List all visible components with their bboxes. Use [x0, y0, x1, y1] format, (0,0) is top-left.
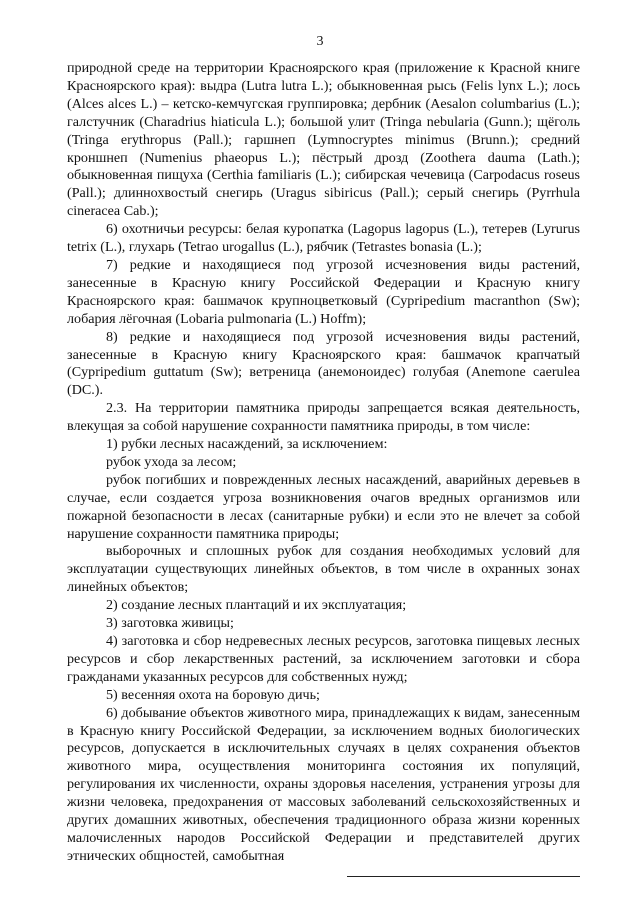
- paragraph: 2.3. На территории памятника природы запрещается всякая деятельность, влекущая за собой нарушение сохранности памятника природы, в том числе:: [67, 400, 580, 435]
- document-body: [67, 60, 580, 866]
- paragraph: 8) редкие и находящиеся под угрозой исчезновения виды растений, занесенные в Красную книгу Красноярского края: башмачок крапчатый (Cypripedium guttatum (Sw); ветреница (анемоноидес) голубая (Anemone caerulea (DC.).: [67, 328, 580, 399]
- paragraph: 3) заготовка живицы;: [106, 615, 234, 632]
- paragraph: 7) редкие и находящиеся под угрозой исчезновения виды растений, занесенные в Красную книгу Российской Федерации и Красную книгу Красноярского края: башмачок крупноцветковый (Cypripedium macranthon (Sw); лобария лёгочная (Lobaria pulmonaria (L.) Hoffm);: [67, 256, 580, 327]
- paragraph: 4) заготовка и сбор недревесных лесных ресурсов, заготовка пищевых лесных ресурсов и сбор лекарственных растений, за исключением заготовки и сбора гражданами указанных ресурсов для собственных нужд;: [67, 633, 580, 685]
- paragraph: рубок погибших и поврежденных лесных насаждений, аварийных деревьев в случае, если создается угроза возникновения очагов вредных организмов или пожарной безопасности в лесах (санитарные рубки) и если это не влечет за собой нарушение сохранности памятника природы;: [67, 471, 580, 542]
- paragraph: 6) охотничьи ресурсы: белая куропатка (Lagopus lagopus (L.), тетерев (Lyrurus tetrix (L.), глухарь (Tetrao urogallus (L.), рябчик (Tetrastes bonasia (L.);: [67, 221, 580, 256]
- footer-rule: [347, 876, 580, 877]
- paragraph: 1) рубки лесных насаждений, за исключением:: [106, 436, 388, 453]
- paragraph: выборочных и сплошных рубок для создания необходимых условий для эксплуатации существующих линейных объектов, в том числе в охранных зонах линейных объектов;: [67, 543, 580, 596]
- paragraph: 6) добывание объектов животного мира, принадлежащих к видам, занесенным в Красную книгу Российской Федерации, за исключением водных биологических ресурсов, допускается в исключительных случаях в целях сохранения объектов животного мира, осуществления мониторинга состояния их популяций, регулирования их численности, охраны здоровья населения, устранения угрозы для жизни человека, предохранения от массовых заболеваний сельскохозяйственных и других домашних животных, обеспечения традиционного образа жизни коренных малочисленных народов Российской Федерации и представителей других этнических общностей, самобытная: [67, 704, 580, 864]
- paragraph: 2) создание лесных плантаций и их эксплуатация;: [106, 597, 407, 614]
- paragraph: природной среде на территории Красноярского края (приложение к Красной книге Красноярского края): выдра (Lutra lutra L.); обыкновенная рысь (Felis lynx L.); лось (Alces alces L.) – кетско-кемчугская группировка; дербник (Aesalon columbarius (L.); галстучник (Charadrius hiaticula L.); большой улит (Tringa nebularia (Gunn.); щёголь (Tringa erythropus (Pall.); гаршнеп (Lymnocryptes minimus (Brunn.); средний кроншнеп (Numenius phaeopus L.); пёстрый дрозд (Zoothera dauma (Lath.); обыкновенная пищуха (Certhia familiaris (L.); сибирская чечевица (Carpodacus roseus (Pall.); длиннохвостый снегирь (Uragus sibiricus (Pall.); серый снегирь (Pyrrhula cineracea Cab.);: [67, 60, 580, 220]
- paragraph: рубок ухода за лесом;: [106, 453, 237, 470]
- page-number: 3: [316, 34, 324, 49]
- paragraph: 5) весенняя охота на боровую дичь;: [106, 686, 320, 703]
